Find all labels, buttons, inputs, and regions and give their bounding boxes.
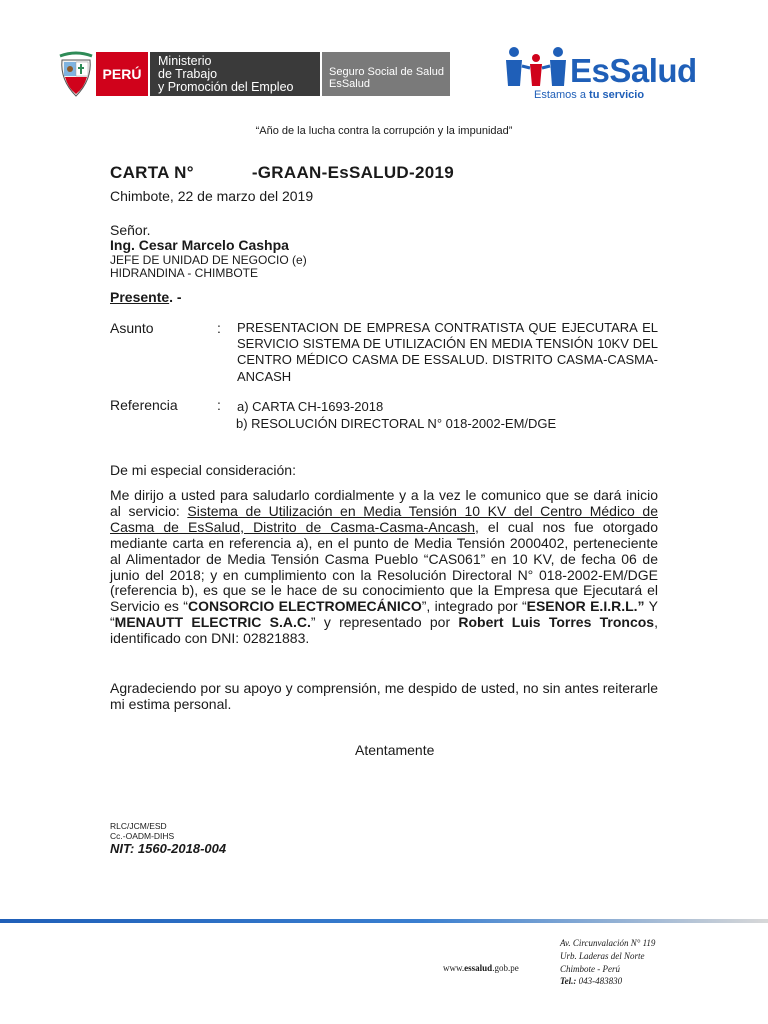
reference-b: b) RESOLUCIÓN DIRECTORAL N° 018-2002-EM/DGE (236, 416, 557, 431)
subject-text: PRESENTACION DE EMPRESA CONTRATISTA QUE EJECUTARA EL SERVICIO SISTEMA DE UTILIZACIÓN EN MEDIA TENSIÓN 10KV DEL CENTRO MÉDICO CASMA DE ESSALUD. DISTRITO CASMA-CASMA-ANCASH (237, 320, 658, 384)
member-1: ESENOR E.I.R.L.” (526, 598, 645, 615)
phone (560, 976, 622, 986)
essalud-logo (500, 44, 697, 104)
address-line-3: Chimbote - Perú (560, 964, 620, 974)
reference-a: a) CARTA CH-1693-2018 (237, 399, 384, 414)
carbon-copy: Cc.-OADM-DIHS (110, 831, 175, 841)
letter-number (110, 163, 454, 183)
recipient-title: JEFE DE UNIDAD DE NEGOCIO (e) (110, 253, 307, 267)
tagline-prefix: Estamos a (534, 89, 590, 101)
presente-suffix: . - (169, 289, 182, 305)
website[interactable] (443, 963, 519, 973)
country-label: PERÚ (102, 66, 142, 82)
salutation: Señor. (110, 222, 151, 238)
nit-number: NIT: 1560-2018-004 (110, 841, 227, 856)
phone-number: 043-483830 (576, 976, 623, 986)
peru-badge (96, 52, 148, 96)
recipient-name: Ing. Cesar Marcelo Cashpa (110, 237, 289, 253)
web-bold: essalud (464, 963, 493, 973)
representative-name: Robert Luis Torres Troncos (458, 614, 655, 631)
footer-divider (0, 916, 768, 926)
web-prefix: www. (443, 963, 465, 973)
body-part-5: ” y representado por (310, 614, 459, 631)
carta-prefix: CARTA N° (110, 163, 194, 182)
letter-date: Chimbote, 22 de marzo del 2019 (110, 188, 314, 204)
body-part-1: Me dirijo a usted para saludarlo cordialmente y a la vez le comunico que se dará inicio al servicio: (110, 487, 658, 519)
member-2: MENAUTT ELECTRIC S.A.C. (114, 614, 311, 631)
presente-word: Presente (110, 289, 170, 305)
agency-badge (322, 52, 450, 96)
greeting: De mi especial consideración: (110, 462, 296, 478)
agency-line-2: EsSalud (329, 78, 370, 90)
ministry-line-3: y Promoción del Empleo (158, 80, 294, 94)
government-logo (58, 48, 444, 100)
tagline-bold: tu servicio (589, 89, 645, 101)
address-line-1: Av. Circunvalación N° 119 (560, 938, 656, 948)
brand-tagline (534, 89, 644, 101)
ministry-badge (150, 52, 320, 96)
agency-line-1: Seguro Social de Salud (329, 66, 444, 78)
body-paragraph (110, 488, 658, 647)
body-part-3: ”, integrado por “ (421, 598, 527, 615)
subject-label: Asunto (110, 320, 154, 336)
coat-of-arms-icon (58, 50, 94, 98)
family-figures-icon (500, 46, 572, 88)
ministry-line-1: Ministerio (158, 54, 212, 68)
phone-label: Tel.: (560, 976, 577, 986)
ministry-line-2: de Trabajo (158, 67, 218, 81)
address-line-2: Urb. Laderas del Norte (560, 951, 645, 961)
subject-colon: : (217, 320, 221, 336)
service-name: Sistema de Utilización en Media Tensión 10 KV del Centro Médico de Casma de EsSalud, Distrito de Casma-Casma-Ancash (110, 502, 658, 535)
initials: RLC/JCM/ESD (110, 821, 167, 831)
body-part-2: , el cual nos fue otorgado mediante carta en referencia a), en el punto de Media Tensión 2000402, perteneciente al Alimentador de Media Tensión Casma Pueblo “CAS061” en 10 KV, de fecha 06 de junio del 2018; y en cumplimiento con la Resolución Directoral N° 018-2002-EM/DGE (referencia b), es que se le hace de su conocimiento que la Empresa que Ejecutará el Servicio es “ (110, 518, 658, 615)
web-suffix: .gob.pe (492, 963, 519, 973)
company-name: CONSORCIO ELECTROMECÁNICO (187, 598, 422, 615)
presente-heading (110, 289, 182, 305)
reference-colon: : (217, 397, 221, 413)
body-part-4: Y “ (110, 598, 658, 631)
carta-code: -GRAAN-EsSALUD-2019 (251, 163, 454, 182)
year-motto: “Año de la lucha contra la corrupción y la impunidad” (255, 125, 513, 137)
reference-label: Referencia (110, 397, 178, 413)
brand-name: EsSalud (570, 52, 697, 89)
recipient-org: HIDRANDINA - CHIMBOTE (110, 266, 259, 280)
sign-off: Atentamente (355, 742, 435, 758)
closing-paragraph: Agradeciendo por su apoyo y comprensión, me despido de usted, no sin antes reiterarle mi estima personal. (110, 680, 658, 712)
body-part-6: , identificado con DNI: 02821883. (110, 614, 658, 647)
